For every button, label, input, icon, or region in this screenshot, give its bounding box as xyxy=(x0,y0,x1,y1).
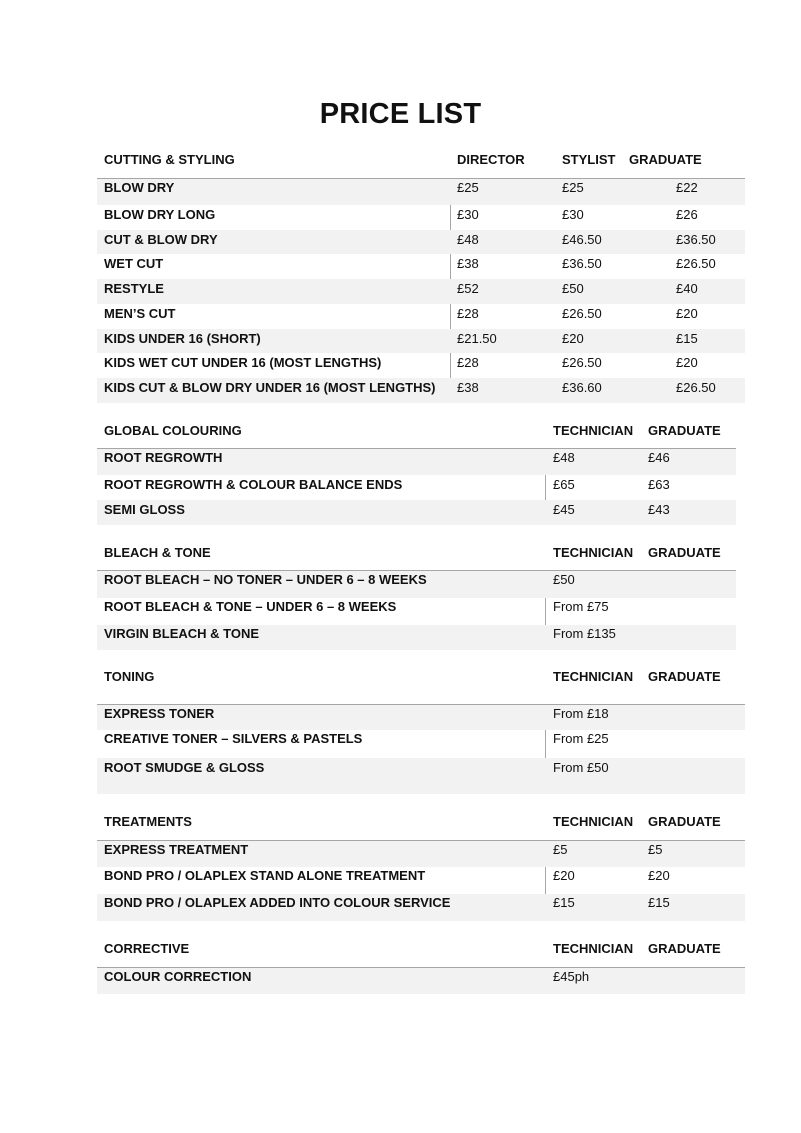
table-row xyxy=(97,179,745,205)
service-name: KIDS WET CUT UNDER 16 (MOST LENGTHS) xyxy=(104,355,382,370)
service-name: KIDS UNDER 16 (SHORT) xyxy=(104,331,261,346)
price-technician: £5 xyxy=(553,842,568,857)
price-stylist: £30 xyxy=(562,207,584,222)
service-name: ROOT BLEACH – NO TONER – UNDER 6 – 8 WEEKS xyxy=(104,572,427,587)
service-name: BOND PRO / OLAPLEX STAND ALONE TREATMENT xyxy=(104,868,426,883)
service-name: MEN’S CUT xyxy=(104,306,176,321)
service-name: ROOT BLEACH & TONE – UNDER 6 – 8 WEEKS xyxy=(104,599,397,614)
price-director: £28 xyxy=(457,355,479,370)
service-name: RESTYLE xyxy=(104,281,164,296)
price-stylist: £26.50 xyxy=(562,355,602,370)
section-heading: CUTTING & STYLING xyxy=(104,152,235,167)
price-technician: From £75 xyxy=(553,599,609,614)
service-name: ROOT REGROWTH xyxy=(104,450,223,465)
price-stylist: £26.50 xyxy=(562,306,602,321)
service-name: EXPRESS TONER xyxy=(104,706,215,721)
price-technician: £45ph xyxy=(553,969,590,984)
price-stylist: £25 xyxy=(562,180,584,195)
price-graduate: £15 xyxy=(676,331,698,346)
price-graduate: £20 xyxy=(676,306,698,321)
price-technician: £50 xyxy=(553,572,575,587)
price-technician: £15 xyxy=(553,895,575,910)
price-director: £38 xyxy=(457,256,479,271)
column-header-graduate: GRADUATE xyxy=(629,152,702,167)
price-graduate: £36.50 xyxy=(676,232,716,247)
price-stylist: £20 xyxy=(562,331,584,346)
price-graduate: £15 xyxy=(648,895,670,910)
price-technician: From £135 xyxy=(553,626,616,641)
price-stylist: £36.60 xyxy=(562,380,602,395)
table-row xyxy=(97,353,745,378)
table-row xyxy=(97,304,745,329)
table-row xyxy=(97,705,745,730)
price-graduate: £46 xyxy=(648,450,670,465)
price-graduate: £26.50 xyxy=(676,256,716,271)
price-technician: From £18 xyxy=(553,706,609,721)
table-row xyxy=(97,571,736,598)
price-director: £48 xyxy=(457,232,479,247)
column-header-technician: TECHNICIAN xyxy=(553,814,634,829)
service-name: SEMI GLOSS xyxy=(104,502,185,517)
price-graduate: £20 xyxy=(676,355,698,370)
price-graduate: £63 xyxy=(648,477,670,492)
price-director: £38 xyxy=(457,380,479,395)
table-row xyxy=(97,968,745,994)
price-graduate: £26 xyxy=(676,207,698,222)
service-name: BLOW DRY xyxy=(104,180,175,195)
price-technician: £45 xyxy=(553,502,575,517)
price-graduate: £26.50 xyxy=(676,380,716,395)
price-director: £25 xyxy=(457,180,479,195)
price-stylist: £36.50 xyxy=(562,256,602,271)
price-graduate: £20 xyxy=(648,868,670,883)
table-row xyxy=(97,475,736,500)
section-heading: CORRECTIVE xyxy=(104,941,190,956)
table-row xyxy=(97,841,745,867)
service-name: CUT & BLOW DRY xyxy=(104,232,218,247)
table-row xyxy=(97,378,745,403)
section-heading: GLOBAL COLOURING xyxy=(104,423,242,438)
service-name: BOND PRO / OLAPLEX ADDED INTO COLOUR SERVICE xyxy=(104,895,451,910)
table-row xyxy=(97,329,745,353)
column-header-graduate: GRADUATE xyxy=(648,669,721,684)
table-row xyxy=(97,598,736,625)
table-row xyxy=(97,758,745,794)
price-director: £30 xyxy=(457,207,479,222)
service-name: WET CUT xyxy=(104,256,164,271)
table-row xyxy=(97,279,745,304)
service-name: ROOT SMUDGE & GLOSS xyxy=(104,760,265,775)
table-row xyxy=(97,867,745,894)
table-row xyxy=(97,730,745,758)
column-header-graduate: GRADUATE xyxy=(648,814,721,829)
price-director: £21.50 xyxy=(457,331,497,346)
table-row xyxy=(97,230,745,254)
table-row xyxy=(97,449,736,475)
section-heading: BLEACH & TONE xyxy=(104,545,211,560)
service-name: COLOUR CORRECTION xyxy=(104,969,252,984)
table-row xyxy=(97,894,745,921)
table-row xyxy=(97,254,745,279)
column-header-graduate: GRADUATE xyxy=(648,545,721,560)
service-name: CREATIVE TONER – SILVERS & PASTELS xyxy=(104,731,363,746)
column-header-technician: TECHNICIAN xyxy=(553,941,634,956)
column-header-technician: TECHNICIAN xyxy=(553,545,634,560)
price-graduate: £5 xyxy=(648,842,663,857)
column-header-technician: TECHNICIAN xyxy=(553,423,634,438)
page-title: PRICE LIST xyxy=(319,98,482,130)
price-stylist: £50 xyxy=(562,281,584,296)
price-technician: £65 xyxy=(553,477,575,492)
price-stylist: £46.50 xyxy=(562,232,602,247)
service-name: ROOT REGROWTH & COLOUR BALANCE ENDS xyxy=(104,477,403,492)
service-name: EXPRESS TREATMENT xyxy=(104,842,249,857)
price-technician: From £50 xyxy=(553,760,609,775)
price-graduate: £22 xyxy=(676,180,698,195)
section-heading: TREATMENTS xyxy=(104,814,192,829)
service-name: BLOW DRY LONG xyxy=(104,207,216,222)
price-technician: £20 xyxy=(553,868,575,883)
table-row xyxy=(97,500,736,525)
service-name: KIDS CUT & BLOW DRY UNDER 16 (MOST LENGTHS) xyxy=(104,380,436,395)
price-graduate: £40 xyxy=(676,281,698,296)
price-director: £52 xyxy=(457,281,479,296)
table-row xyxy=(97,625,736,650)
table-row xyxy=(97,205,745,230)
price-technician: From £25 xyxy=(553,731,609,746)
service-name: VIRGIN BLEACH & TONE xyxy=(104,626,260,641)
column-header-director: DIRECTOR xyxy=(457,152,525,167)
column-header-graduate: GRADUATE xyxy=(648,423,721,438)
section-heading: TONING xyxy=(104,669,155,684)
price-director: £28 xyxy=(457,306,479,321)
column-header-graduate: GRADUATE xyxy=(648,941,721,956)
price-graduate: £43 xyxy=(648,502,670,517)
column-header-stylist: STYLIST xyxy=(562,152,616,167)
column-header-technician: TECHNICIAN xyxy=(553,669,634,684)
price-technician: £48 xyxy=(553,450,575,465)
